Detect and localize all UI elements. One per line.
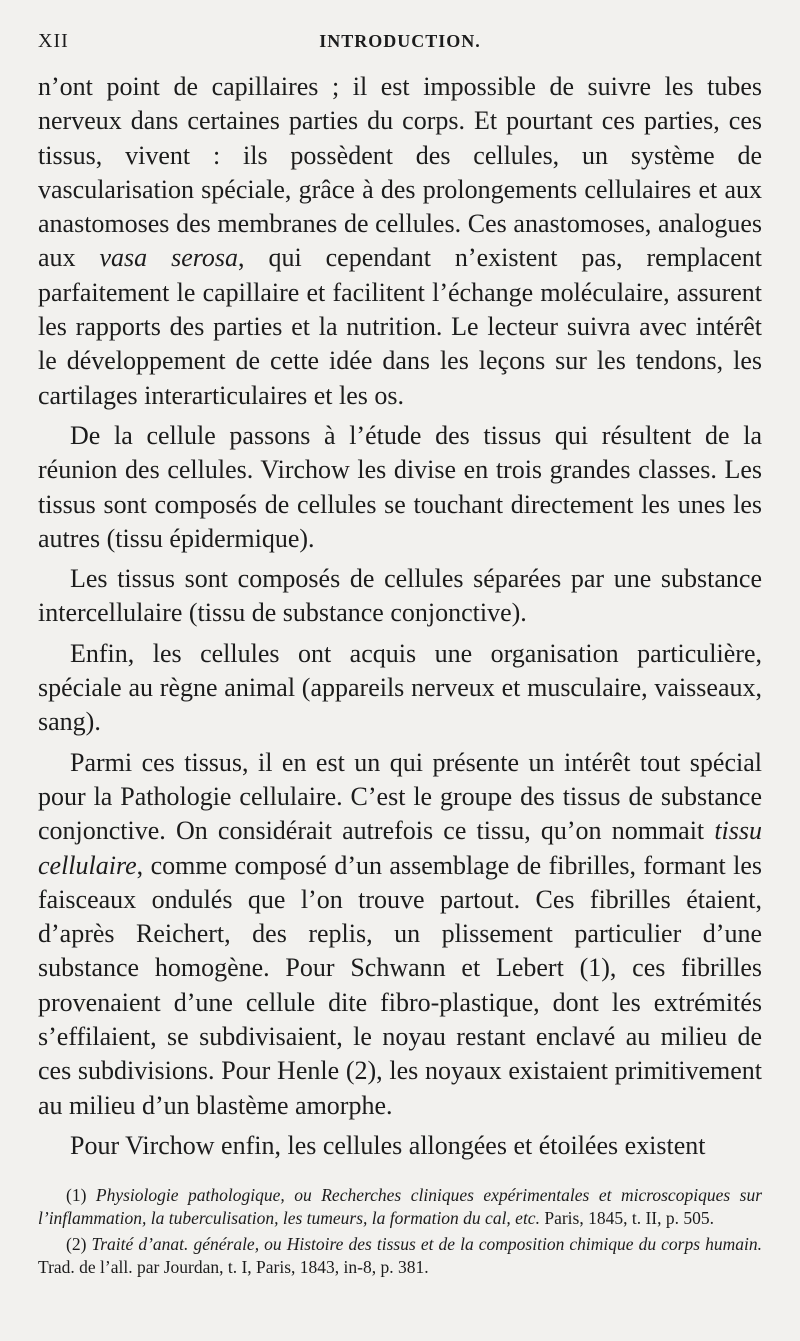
- footnote-2-publication: Trad. de l’all. par Jourdan, t. I, Paris, 1843, in-8, p. 381.: [38, 1257, 429, 1277]
- paragraph-5-italic: tissu cellulaire: [38, 816, 762, 880]
- body-text: [38, 70, 762, 1163]
- footnote-1-title: Physiologie pathologique, ou Recherches cliniques expérimentales et microscopiques sur l’inflammation, la tuberculisation, les tumeurs, la formation du cal, etc.: [38, 1185, 763, 1228]
- paragraph-1-italic: vasa serosa: [99, 243, 239, 273]
- paragraph-4: Enfin, les cellules ont acquis une organisation particulière, spéciale au règne animal (appareils nerveux et musculaire, vaisseaux, sang).: [38, 638, 762, 737]
- running-title: INTRODUCTION.: [319, 31, 481, 51]
- footnote-1-number: (1): [66, 1185, 96, 1205]
- paragraph-5: [38, 746, 762, 1123]
- paragraph-5-text-a: Parmi ces tissus, il en est un qui présente un intérêt tout spécial pour la Pathologie cellulaire. C’est le groupe des tissus de substance conjonctive. On considérait autrefois ce tissu, qu’on nommait: [38, 747, 762, 846]
- footnote-2-number: (2): [66, 1234, 92, 1254]
- paragraph-6: Pour Virchow enfin, les cellules allongées et étoilées existent: [70, 1130, 706, 1160]
- paragraph-1: [38, 70, 762, 413]
- paragraph-1-text-a: n’ont point de capillaires ; il est impossible de suivre les tubes nerveux dans certaines parties du corps. Et pourtant ces parties, ces tissus, vivent : ils possèdent des cellules, un système de vascularisation spéciale, grâce à des prolongements cellulaires et aux anastomoses des membranes de cellules. Ces anastomoses, analogues aux: [38, 72, 762, 273]
- paragraph-2: De la cellule passons à l’étude des tissus qui résultent de la réunion des cellules. Virchow les divise en trois grandes classes. Les tissus sont composés de cellules se touchant directement les unes les autres (tissu épidermique).: [38, 420, 762, 553]
- paragraph-3: Les tissus sont composés de cellules séparées par une substance intercellulaire (tissu de substance conjonctive).: [38, 564, 762, 628]
- page-number: XII: [38, 30, 69, 52]
- footnote-2-title: Traité d’anat. générale, ou Histoire des tissus et de la composition chimique du corps humain.: [91, 1234, 762, 1254]
- paragraph-1-text-b: , qui cependant n’existent pas, remplacent parfaitement le capillaire et facilitent l’échange moléculaire, assurent les rapports des parties et la nutrition. Le lecteur suivra avec intérêt le développement de cette idée dans les leçons sur les tendons, les cartilages interarticulaires et les os.: [38, 243, 762, 410]
- footnote-2: [38, 1233, 762, 1279]
- footnote-1: [38, 1184, 762, 1230]
- footnote-1-publication: Paris, 1845, t. II, p. 505.: [539, 1208, 714, 1228]
- page-header: [38, 30, 762, 70]
- footnotes: [38, 1184, 762, 1282]
- paragraph-5-text-b: , comme composé d’un assemblage de fibrilles, formant les faisceaux ondulés que l’on trouve partout. Ces fibrilles étaient, d’après Reichert, des replis, un plissement particulier d’une substance homogène. Pour Schwann et Lebert (1), ces fibrilles provenaient d’une cellule dite fibro-plastique, dont les extrémités s’effilaient, se subdivisaient, le noyau restant enclavé au milieu de ces subdivisions. Pour Henle (2), les noyaux existaient primitivement au milieu d’un blastème amorphe.: [38, 850, 762, 1120]
